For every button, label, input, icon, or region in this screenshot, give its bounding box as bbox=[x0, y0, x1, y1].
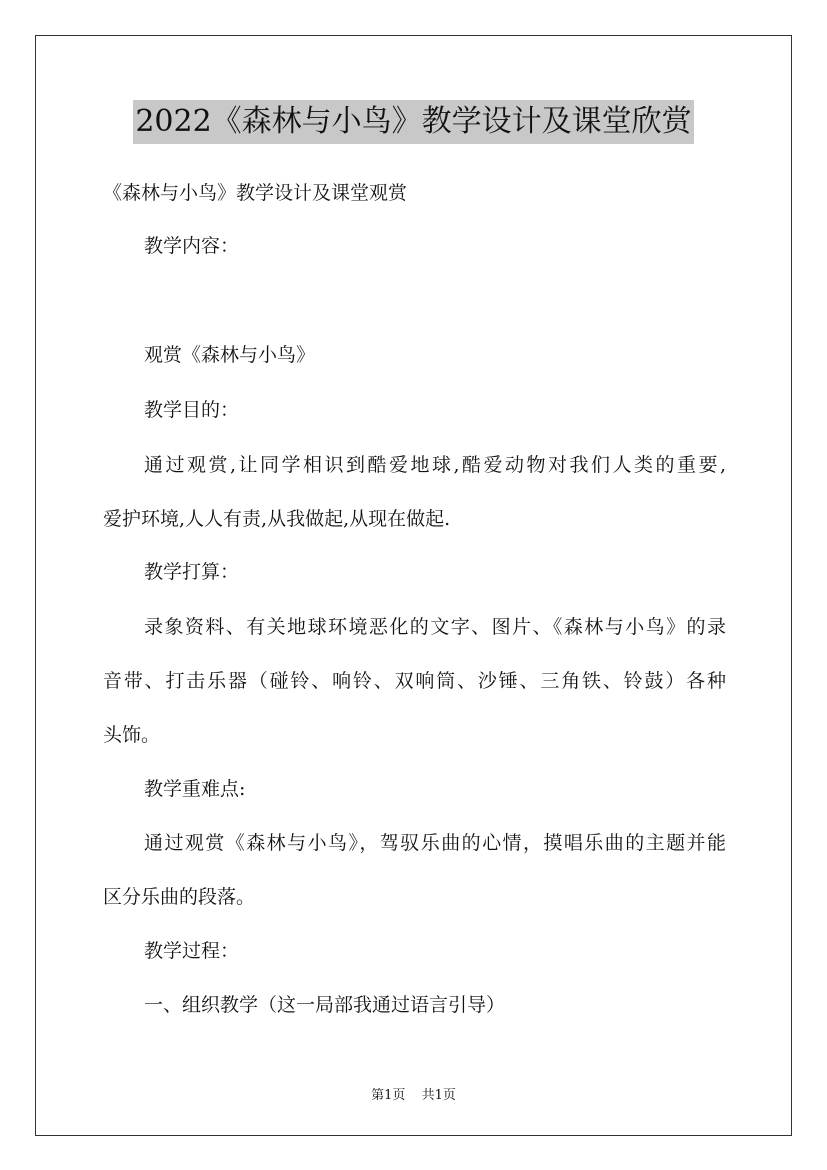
heading-process: 教学过程： bbox=[144, 940, 240, 962]
page-footer bbox=[0, 1084, 827, 1103]
preparation-line-2: 音带、打击乐器（碰铃、响铃、双响筒、沙锤、三角铁、铃鼓）各种 bbox=[103, 670, 726, 692]
heading-teaching-content: 教学内容： bbox=[144, 235, 240, 257]
key-points-line-2: 区分乐曲的段落。 bbox=[103, 886, 256, 908]
title-container bbox=[0, 100, 827, 144]
page-total: 共1页 bbox=[421, 1088, 456, 1103]
process-step-1: 一、组织教学（这一局部我通过语言引导） bbox=[144, 994, 506, 1016]
preparation-line-3: 头饰。 bbox=[103, 724, 161, 746]
goal-line-2: 爱护环境,人人有责,从我做起,从现在做起. bbox=[103, 508, 451, 530]
goal-line-1: 通过观赏,让同学相识到酷爱地球,酷爱动物对我们人类的重要, bbox=[144, 454, 726, 476]
preparation-line-1: 录象资料、有关地球环境恶化的文字、图片、《森林与小鸟》的录 bbox=[144, 616, 726, 638]
document-title: 2022《森林与小鸟》教学设计及课堂欣赏 bbox=[133, 100, 693, 144]
subtitle-line: 《森林与小鸟》教学设计及课堂观赏 bbox=[103, 182, 408, 204]
page-number: 第1页 bbox=[371, 1088, 406, 1103]
heading-preparation: 教学打算： bbox=[144, 561, 240, 583]
key-points-line-1: 通过观赏《森林与小鸟》，驾驭乐曲的心情，摸唱乐曲的主题并能 bbox=[144, 832, 726, 854]
heading-key-points: 教学重难点: bbox=[144, 778, 246, 800]
heading-teaching-goal: 教学目的： bbox=[144, 399, 240, 421]
content-line: 观赏《森林与小鸟》 bbox=[144, 344, 316, 366]
